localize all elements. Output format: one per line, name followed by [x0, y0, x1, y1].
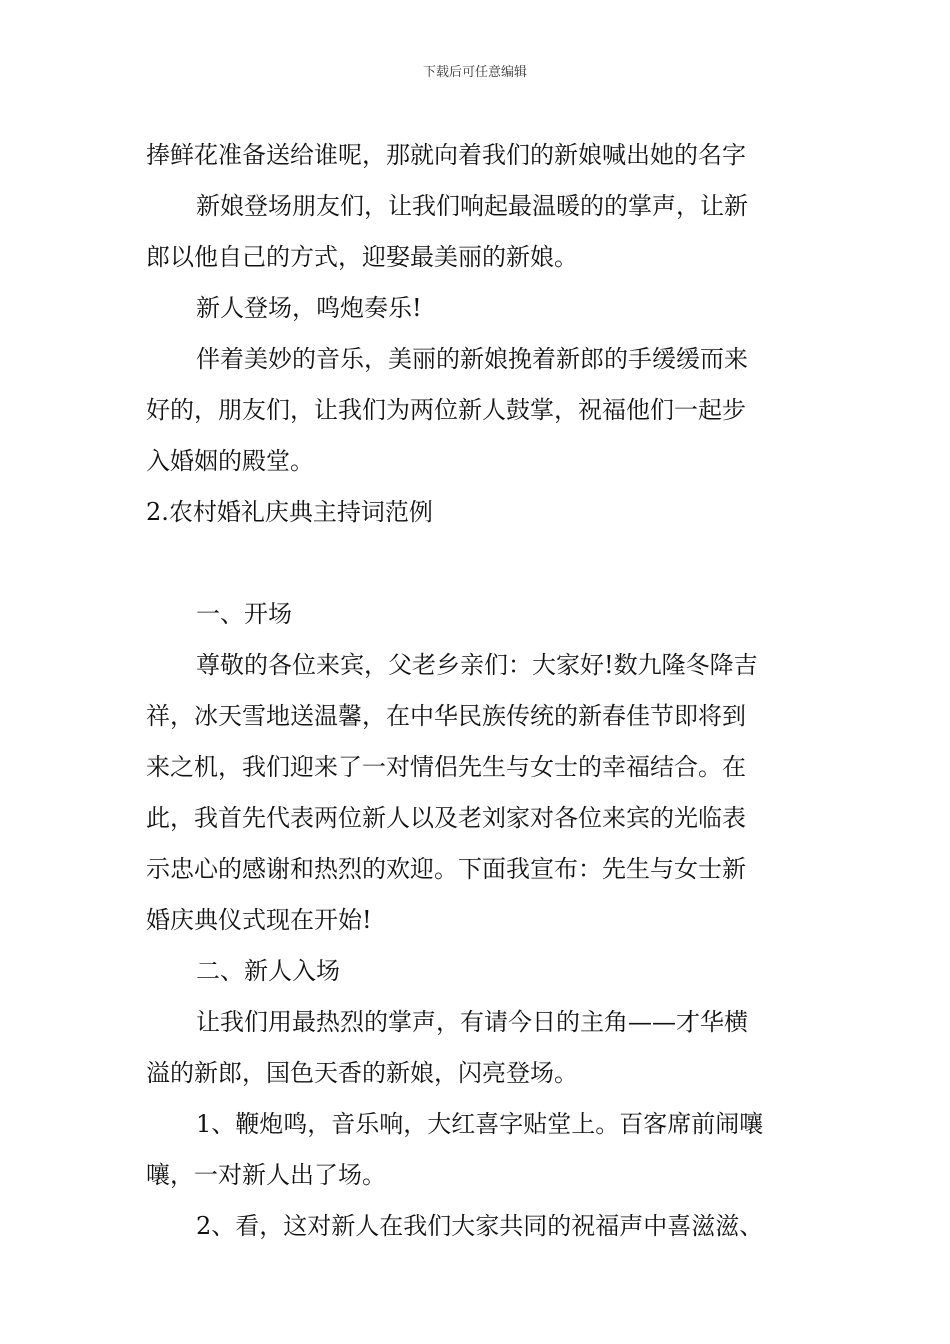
paragraph-line: 好的，朋友们，让我们为两位新人鼓掌，祝福他们一起步: [146, 396, 746, 424]
subsection-heading: 二、新人入场: [196, 957, 340, 985]
paragraph-line: 溢的新郎，国色天香的新娘，闪亮登场。: [146, 1059, 578, 1087]
paragraph-line: 郎以他自己的方式，迎娶最美丽的新娘。: [146, 243, 578, 271]
list-item-line: 2、看，这对新人在我们大家共同的祝福声中喜滋滋、: [196, 1212, 764, 1240]
section-heading: 2.农村婚礼庆典主持词范例: [146, 498, 433, 526]
paragraph-line: 来之机，我们迎来了一对情侣先生与女士的幸福结合。在: [146, 753, 746, 781]
paragraph-line: 让我们用最热烈的掌声，有请今日的主角——才华横: [196, 1008, 748, 1036]
paragraph-line: 伴着美妙的音乐，美丽的新娘挽着新郎的手缓缓而来: [196, 345, 748, 373]
page-header-note: 下载后可任意编辑: [422, 65, 527, 80]
paragraph-line: 捧鲜花准备送给谁呢，那就向着我们的新娘喊出她的名字: [146, 141, 746, 169]
paragraph-line: 入婚姻的殿堂。: [146, 447, 314, 475]
paragraph-line: 尊敬的各位来宾，父老乡亲们：大家好!数九隆冬降吉: [196, 651, 758, 679]
paragraph-line: 婚庆典仪式现在开始!: [146, 906, 372, 934]
paragraph-line: 新人登场，鸣炮奏乐!: [196, 294, 422, 322]
list-item-line: 1、鞭炮鸣，音乐响，大红喜字贴堂上。百客席前闹嚷: [196, 1110, 764, 1138]
paragraph-line: 示忠心的感谢和热烈的欢迎。下面我宣布：先生与女士新: [146, 855, 746, 883]
blank-line: [146, 538, 806, 589]
document-body: [146, 130, 806, 1252]
list-item-line: 嚷，一对新人出了场。: [146, 1161, 386, 1189]
paragraph-line: 祥，冰天雪地送温馨，在中华民族传统的新春佳节即将到: [146, 702, 746, 730]
paragraph-line: 新娘登场朋友们，让我们响起最温暖的的掌声，让新: [196, 192, 748, 220]
paragraph-line: 此，我首先代表两位新人以及老刘家对各位来宾的光临表: [146, 804, 746, 832]
subsection-heading: 一、开场: [196, 600, 292, 628]
